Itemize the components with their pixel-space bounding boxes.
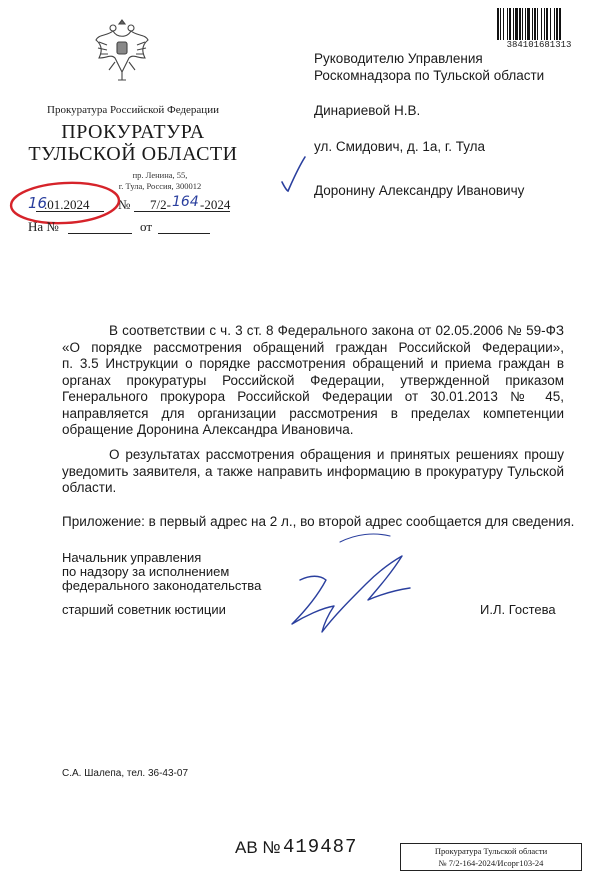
barcode-bar — [525, 8, 526, 40]
number-suffix: -2024 — [200, 197, 231, 212]
paragraph-1-line: В соответствии с ч. 3 ст. 8 Федерального закона от 02.05.2006 № 59-ФЗ — [109, 323, 564, 338]
attachment-note: Приложение: в первый адрес на 2 л., во второй адрес сообщается для сведения. — [62, 514, 575, 529]
signer-rank: старший советник юстиции — [62, 602, 226, 617]
barcode-bar — [532, 8, 533, 40]
recipient-line2: Роскомнадзора по Тульской области — [314, 68, 545, 83]
date-printed: .01.2024 — [44, 197, 90, 212]
stamp-line2: № 7/2-164-2024/Исорг103-24 — [438, 858, 544, 868]
barcode-bar — [559, 8, 561, 40]
reply-number-underline — [68, 233, 132, 234]
signer-position-line3: федерального законодательства — [62, 578, 262, 593]
registration-stamp — [400, 843, 582, 871]
barcode-bar — [546, 8, 548, 40]
paragraph-1-line: направляется для организации рассмотрения в пределах компетенции — [62, 405, 564, 421]
number-label: № — [118, 197, 131, 212]
barcode-bar — [509, 8, 511, 40]
recipient-line5: Доронину Александру Ивановичу — [314, 183, 525, 198]
checkmark-icon — [278, 154, 308, 194]
barcode-bar — [541, 8, 542, 40]
barcode-bar — [537, 8, 538, 40]
barcode-bar — [554, 8, 555, 40]
reply-line — [28, 219, 248, 239]
recipient-line4: ул. Смидович, д. 1а, г. Тула — [314, 139, 486, 154]
paragraph-1-line: обращение Доронина Александра Ивановича. — [62, 422, 354, 437]
handwritten-signature — [270, 520, 420, 645]
paragraph-1-line: п. 3.5 Инструкции о порядке рассмотрения обращений и приема граждан в — [62, 356, 564, 371]
barcode-bar — [515, 8, 518, 40]
barcode-bar — [544, 8, 545, 40]
paragraph-1-line: «О порядке рассмотрения обращений граждан Российской Федерации», — [62, 339, 564, 355]
barcode-bar — [519, 8, 521, 40]
reply-label: На № — [28, 219, 59, 234]
serial-number: 419487 — [283, 836, 358, 858]
signer-name: И.Л. Гостева — [480, 602, 556, 617]
signer-position-line2: по надзору за исполнением — [62, 564, 230, 579]
serial-label: АВ № — [235, 838, 281, 857]
paragraph-1-line: Генерального прокурора Российской Федерации от 30.01.2013 № 45, — [62, 389, 564, 404]
executor-contact: С.А. Шалепа, тел. 36-43-07 — [62, 768, 189, 779]
barcode-bar — [522, 8, 523, 40]
coat-of-arms-emblem — [93, 14, 151, 84]
recipient-line3: Динариевой Н.В. — [314, 103, 421, 118]
barcode-bar — [513, 8, 514, 40]
number-prefix: 7/2- — [150, 197, 171, 212]
org-name-line2: ТУЛЬСКОЙ ОБЛАСТИ — [28, 143, 238, 165]
number-underline — [134, 211, 230, 212]
signer-position-line1: Начальник управления — [62, 550, 202, 565]
date-handwritten: 16 — [28, 194, 48, 212]
stamp-line1: Прокуратура Тульской области — [434, 846, 548, 856]
barcode-bar — [534, 8, 536, 40]
barcode-bar — [527, 8, 530, 40]
recipient-line1: Руководителю Управления — [314, 51, 483, 66]
paragraph-1 — [62, 323, 564, 439]
barcode-bar — [497, 8, 499, 40]
paragraph-2 — [62, 447, 564, 497]
org-address-line1: пр. Ленина, 55, — [132, 170, 188, 180]
barcode — [496, 8, 582, 42]
paragraph-1-line: органах прокуратуры Российской Федерации, утвержденной приказом — [62, 372, 564, 388]
paragraph-2-line: уведомить заявителя, а также направить информацию в прокуратуру Тульской — [62, 463, 564, 479]
barcode-bar — [500, 8, 501, 40]
barcode-number: 384101681313 — [506, 40, 572, 50]
org-address-line2: г. Тула, Россия, 300012 — [118, 181, 202, 191]
barcode-bar — [556, 8, 558, 40]
barcode-bar — [507, 8, 508, 40]
number-handwritten: 164 — [172, 194, 199, 210]
org-prefix: Прокуратура Российской Федерации — [47, 104, 219, 116]
org-name-line1: ПРОКУРАТУРА — [61, 121, 205, 143]
paragraph-2-line: О результатах рассмотрения обращения и принятых решениях прошу — [109, 447, 564, 462]
barcode-bar — [550, 8, 551, 40]
reply-date-underline — [158, 233, 210, 234]
reply-from-label: от — [140, 219, 153, 234]
barcode-bar — [503, 8, 504, 40]
paragraph-2-line: области. — [62, 480, 117, 495]
